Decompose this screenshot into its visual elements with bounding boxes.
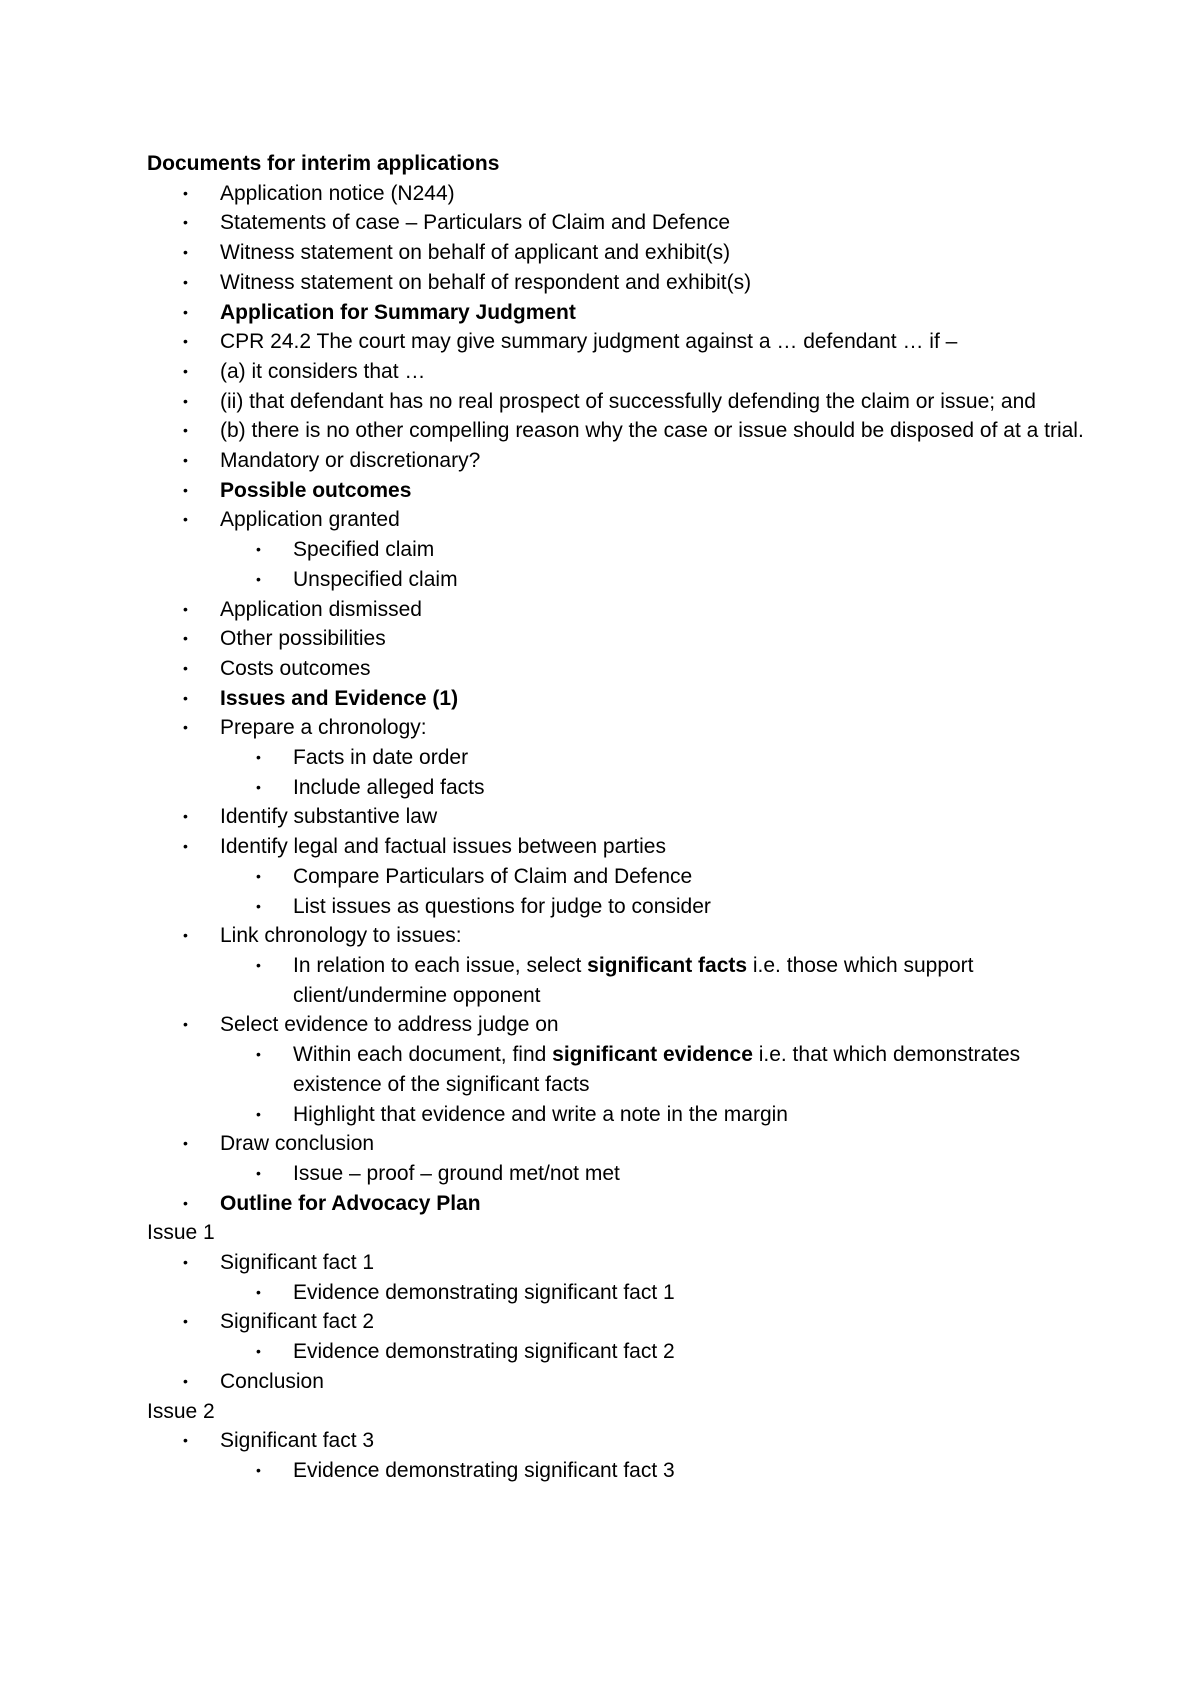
text-segment: i.e. those which support client/undermine opponent bbox=[293, 953, 974, 1007]
text-segment: Within each document, find bbox=[293, 1043, 553, 1067]
list-item-text: Outline for Advocacy Plan bbox=[220, 1191, 481, 1215]
list-item-text: Other possibilities bbox=[220, 627, 386, 651]
list-item bbox=[147, 1426, 1087, 1456]
list-item bbox=[147, 357, 1087, 387]
list-item bbox=[147, 832, 1087, 862]
list-item-text: Application dismissed bbox=[220, 597, 422, 621]
bullet-icon: • bbox=[183, 1432, 188, 1449]
list-item bbox=[147, 1189, 1087, 1219]
list-item bbox=[147, 624, 1087, 654]
list-item-text: Specified claim bbox=[293, 538, 435, 562]
list-item-text: (a) it considers that … bbox=[220, 359, 426, 383]
list-item-text: Draw conclusion bbox=[220, 1132, 375, 1156]
list-item-text: Evidence demonstrating significant fact 1 bbox=[293, 1280, 675, 1304]
bullet-icon: • bbox=[256, 1164, 261, 1181]
list-item bbox=[147, 208, 1087, 238]
sub-list-item bbox=[147, 892, 1087, 922]
list-item-text: Prepare a chronology: bbox=[220, 716, 427, 740]
list-item-text: Significant fact 3 bbox=[220, 1429, 375, 1453]
list-item bbox=[147, 1367, 1087, 1397]
list-item bbox=[147, 476, 1087, 506]
list-item bbox=[147, 416, 1087, 446]
issue-2-label: Issue 2 bbox=[147, 1399, 215, 1423]
sub-list-item bbox=[147, 1159, 1087, 1189]
list-item-text: Include alleged facts bbox=[293, 775, 485, 799]
bullet-icon: • bbox=[256, 749, 261, 766]
text-segment: i.e. that which demonstrates existence of the significant facts bbox=[293, 1043, 1021, 1096]
sub-list-item bbox=[147, 1337, 1087, 1367]
bullet-list-issue-1 bbox=[147, 1248, 1087, 1397]
list-item bbox=[147, 179, 1087, 209]
bullet-icon: • bbox=[183, 1254, 188, 1271]
bullet-icon: • bbox=[183, 392, 188, 409]
bullet-icon: • bbox=[183, 422, 188, 439]
list-item-text: Witness statement on behalf of applicant and exhibit(s) bbox=[220, 241, 731, 265]
list-item bbox=[147, 298, 1087, 328]
bullet-icon: • bbox=[183, 333, 188, 350]
list-item-text: Significant fact 2 bbox=[220, 1310, 375, 1334]
list-item bbox=[147, 446, 1087, 476]
sub-list-item bbox=[147, 1456, 1087, 1486]
list-item-text: Evidence demonstrating significant fact 3 bbox=[293, 1458, 675, 1482]
bullet-icon: • bbox=[256, 867, 261, 884]
list-item-text: Issues and Evidence (1) bbox=[220, 686, 459, 710]
bullet-icon: • bbox=[183, 1372, 188, 1389]
list-item-text: Select evidence to address judge on bbox=[220, 1013, 559, 1037]
bullet-icon: • bbox=[256, 1046, 261, 1063]
list-item-text: Costs outcomes bbox=[220, 656, 371, 680]
list-item-text: Unspecified claim bbox=[293, 567, 458, 591]
bullet-icon: • bbox=[256, 541, 261, 558]
bullet-icon: • bbox=[183, 452, 188, 469]
bullet-icon: • bbox=[183, 303, 188, 320]
list-item bbox=[147, 268, 1087, 298]
list-item-text: Application notice (N244) bbox=[220, 181, 455, 205]
list-item-text: (b) there is no other compelling reason why the case or issue should be disposed of at a trial. bbox=[220, 419, 1084, 443]
sub-list-item bbox=[147, 773, 1087, 803]
list-item-text bbox=[293, 954, 974, 1007]
list-item bbox=[147, 238, 1087, 268]
bullet-icon: • bbox=[256, 570, 261, 587]
text-segment: In relation to each issue, select bbox=[293, 953, 588, 977]
list-item-text: Application for Summary Judgment bbox=[220, 300, 576, 324]
list-item-text: Conclusion bbox=[220, 1369, 324, 1393]
list-item bbox=[147, 387, 1087, 417]
bullet-icon: • bbox=[183, 689, 188, 706]
list-item-text: CPR 24.2 The court may give summary judgment against a … defendant … if – bbox=[220, 330, 958, 354]
bullet-icon: • bbox=[183, 630, 188, 647]
list-item bbox=[147, 505, 1087, 535]
bullet-icon: • bbox=[183, 1194, 188, 1211]
sub-list-item bbox=[147, 862, 1087, 892]
list-item bbox=[147, 595, 1087, 625]
sub-list-item bbox=[147, 743, 1087, 773]
list-item-text: (ii) that defendant has no real prospect of successfully defending the claim or issue; and bbox=[220, 389, 1036, 413]
list-item-text bbox=[293, 1043, 1020, 1096]
bullet-icon: • bbox=[183, 511, 188, 528]
list-item-text: Identify legal and factual issues between parties bbox=[220, 835, 666, 859]
bullet-icon: • bbox=[183, 1016, 188, 1033]
bullet-icon: • bbox=[256, 956, 261, 973]
bullet-icon: • bbox=[256, 1283, 261, 1300]
list-item-text: Link chronology to issues: bbox=[220, 924, 462, 948]
bullet-icon: • bbox=[256, 1343, 261, 1360]
bullet-list-issue-2 bbox=[147, 1426, 1087, 1485]
list-item-text: Application granted bbox=[220, 508, 400, 532]
list-item bbox=[147, 684, 1087, 714]
list-item bbox=[147, 802, 1087, 832]
list-item-text: Issue – proof – ground met/not met bbox=[293, 1161, 620, 1185]
emphasis-text: significant evidence bbox=[552, 1043, 753, 1067]
list-item-text: Possible outcomes bbox=[220, 478, 412, 502]
bullet-icon: • bbox=[256, 778, 261, 795]
bullet-icon: • bbox=[183, 214, 188, 231]
sub-list-item bbox=[147, 1278, 1087, 1308]
list-item-text: Identify substantive law bbox=[220, 805, 438, 829]
bullet-icon: • bbox=[183, 244, 188, 261]
sub-list-item bbox=[147, 1040, 1087, 1099]
bullet-icon: • bbox=[183, 1313, 188, 1330]
list-item-text: Evidence demonstrating significant fact 2 bbox=[293, 1340, 675, 1364]
list-item-text: Facts in date order bbox=[293, 746, 469, 770]
issue-1-label: Issue 1 bbox=[147, 1221, 215, 1245]
sub-list-item bbox=[147, 951, 1087, 1010]
list-item bbox=[147, 1129, 1087, 1159]
bullet-icon: • bbox=[256, 897, 261, 914]
bullet-icon: • bbox=[183, 600, 188, 617]
bullet-icon: • bbox=[183, 362, 188, 379]
emphasis-text: significant facts bbox=[587, 953, 748, 977]
bullet-icon: • bbox=[183, 273, 188, 290]
bullet-icon: • bbox=[183, 808, 188, 825]
list-item bbox=[147, 1010, 1087, 1040]
list-item bbox=[147, 327, 1087, 357]
sub-list-item bbox=[147, 535, 1087, 565]
bullet-list-main bbox=[147, 179, 1087, 1219]
bullet-icon: • bbox=[183, 1135, 188, 1152]
bullet-icon: • bbox=[183, 719, 188, 736]
bullet-icon: • bbox=[183, 659, 188, 676]
list-item-text: List issues as questions for judge to consider bbox=[293, 894, 711, 918]
list-item-text: Statements of case – Particulars of Claim and Defence bbox=[220, 211, 731, 235]
bullet-icon: • bbox=[256, 1105, 261, 1122]
list-item bbox=[147, 921, 1087, 951]
document-body bbox=[147, 149, 1087, 1486]
list-item-text: Witness statement on behalf of respondent and exhibit(s) bbox=[220, 270, 752, 294]
sub-list-item bbox=[147, 1100, 1087, 1130]
list-item bbox=[147, 1248, 1087, 1278]
list-item-text: Compare Particulars of Claim and Defence bbox=[293, 864, 693, 888]
list-item-text: Mandatory or discretionary? bbox=[220, 449, 481, 473]
list-item bbox=[147, 654, 1087, 684]
bullet-icon: • bbox=[256, 1461, 261, 1478]
list-item bbox=[147, 713, 1087, 743]
list-item bbox=[147, 1307, 1087, 1337]
list-item-text: Significant fact 1 bbox=[220, 1251, 375, 1275]
sub-list-item bbox=[147, 565, 1087, 595]
bullet-icon: • bbox=[183, 184, 188, 201]
bullet-icon: • bbox=[183, 927, 188, 944]
bullet-icon: • bbox=[183, 481, 188, 498]
bullet-icon: • bbox=[183, 838, 188, 855]
list-item-text: Highlight that evidence and write a note in the margin bbox=[293, 1102, 788, 1126]
document-heading: Documents for interim applications bbox=[147, 152, 500, 175]
